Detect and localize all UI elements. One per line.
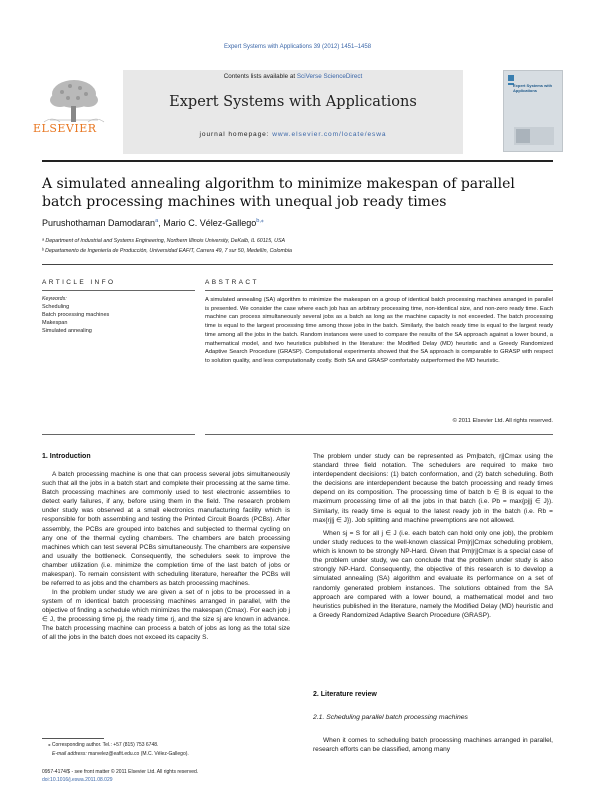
keyword: Simulated annealing <box>42 328 92 334</box>
introduction-heading: 1. Introduction <box>42 453 91 460</box>
email-note <box>52 751 189 757</box>
author-name: Mario C. Vélez-Gallego <box>163 218 257 228</box>
corresponding-author-note: ⁎ Corresponding author. Tel.: +57 (815) 753 6748. <box>48 742 159 748</box>
body-paragraph: When sj = S for all j ∈ J (i.e. each batch can hold only one job), the problem under study reduces to the well-known classical Pm|rj|Cmax scheduling problem, which is known to be strongly NP-Hard. Given that Pm|rj|Cmax is a special case of the problem under study, we can conclude that the problem under study is also strongly NP-Hard. Consequently, the objective of this research is to develop a simulated annealing (SA) algorithm and evaluate its performance on a set of randomly generated problem instances. The solutions obtained from the SA approach are compared with a lower bound, a mathematical model and two heuristics published in the literature, namely the Modified Delay (MD) heuristic and a Greedy Randomized Adaptive Search Procedure (GRASP). <box>313 530 553 619</box>
affiliation-marker[interactable]: b,⁎ <box>256 218 264 224</box>
affiliation-marker[interactable]: a <box>155 218 159 224</box>
journal-homepage <box>123 131 463 138</box>
keywords-label: Keywords: <box>42 296 67 302</box>
article-title: A simulated annealing algorithm to minimize makespan of parallel batch processing machines with unequal job ready times <box>42 176 515 210</box>
doi-link[interactable]: doi:10.1016/j.eswa.2011.08.029 <box>42 777 113 783</box>
info-rule <box>42 290 195 291</box>
keyword: Makespan <box>42 320 68 326</box>
body-paragraph: The problem under study can be represented as Pm|batch, rj|Cmax using the standard three field notation. The schedulers are required to make two interdependent decisions: (1) batch conformation, and (2) batch scheduling. Both the decisions are interdependent because the batch processing and ready times depend on its composition. The processing time of batch b ∈ B is equal to the maximum processing time of all the jobs in that batch (i.e. Pb = max{pj|j ∈ J}). Similarly, its ready time is equal to the latest ready job in the batch (i.e. Rb = max{rj|j ∈ J}). Job splitting and machine preemptions are not allowed. <box>313 453 553 524</box>
abstract-heading: ABSTRACT <box>205 279 259 286</box>
body-paragraph: In the problem under study we are given a set of n jobs to be processed in a system of m identical batch processing machines arranged in parallel, with the objective of finding a schedule which minimizes the makespan (Cmax). For each job j ∈ J, the processing time pj, the ready time rj, and the size sj are known in advance. The batch processing machine can process a batch of jobs as long as the total size of all the jobs in the batch does not exceed its capacity S. <box>42 589 290 642</box>
journal-header-panel <box>123 70 463 154</box>
body-paragraph: A batch processing machine is one that can process several jobs simultaneously such that all the jobs in a batch start and complete their processing at the same time. Batch processing machines are commonly used to test electronic assemblies to detect early failures, if any, before using them in the field. The research problem under study was observed at a small electronics manufacturing facility which is responsible for both assembling and testing the Printed Circuit Boards (PCBs). After assembly, the PCBs are grouped into batches and subjected to thermal cycling on any one of the thermal cycling chambers. The chambers are batch processing machines which can test several PCBs simultaneously. The chambers are expensive and usually the bottleneck. Consequently, the schedulers seek to improve the chamber utilization (i.e. minimize the completion time of the last batch of jobs or makespan). To remain consistent with scheduling literature, hereafter the PCBs will be referred to as jobs and the chambers as batch processing machines. <box>42 471 290 588</box>
body-paragraph: When it comes to scheduling batch processing machines arranged in parallel, research efforts can be classified, among many <box>313 737 553 754</box>
header-rule <box>42 160 553 162</box>
author-name: Purushothaman Damodaran <box>42 218 156 228</box>
affiliation-b: ᵇ Departamento de Ingeniería de Producción, Universidad EAFIT, Carrera 49, 7 sur 50, Medellín, Colombia <box>42 248 292 254</box>
info-rule-bottom <box>42 434 195 435</box>
article-info-heading: ARTICLE INFO <box>42 279 116 286</box>
journal-title: Expert Systems with Applications <box>169 94 417 110</box>
sciencedirect-link[interactable]: SciVerse ScienceDirect <box>296 73 363 80</box>
issn-line: 0957-4174/$ - see front matter © 2011 Elsevier Ltd. All rights reserved. <box>42 769 199 775</box>
elsevier-tree-logo <box>30 72 120 154</box>
contents-availability <box>123 73 463 80</box>
publisher-wordmark: ELSEVIER <box>33 122 97 135</box>
contents-prefix: Contents lists available at <box>223 73 297 80</box>
cover-title: Expert Systems with Applications <box>513 83 553 93</box>
abstract-rule <box>205 290 553 291</box>
keyword: Batch processing machines <box>42 312 110 318</box>
affiliation-a: ᵃ Department of Industrial and Systems Engineering, Northern Illinois University, DeKalb, IL 60115, USA <box>42 238 286 244</box>
author-separator: , <box>158 218 164 228</box>
subsection-heading: 2.1. Scheduling parallel batch processing machines <box>313 714 468 721</box>
homepage-link[interactable]: www.elsevier.com/locate/eswa <box>272 131 387 138</box>
homepage-prefix: journal homepage: <box>199 131 273 138</box>
literature-review-heading: 2. Literature review <box>313 691 377 698</box>
keyword: Scheduling <box>42 304 70 310</box>
section-rule <box>42 264 553 265</box>
abstract-rule-bottom <box>205 434 553 435</box>
abstract-text: A simulated annealing (SA) algorithm to minimize the makespan on a group of identical batch processing machines arranged in parallel is presented. We consider the case where each job has an arbitrary processing time, non-identical size, and non-zero ready time. Each machine can process simultaneously several jobs as a batch as long as the machine capacity is not exceeded. The batch processing time is equal to the largest processing time among those jobs in the batch. Similarly, the batch ready time is equal to the largest ready time among all the jobs in the batch. Random instances were used to compare the results of the SA approach against a lower bound, a mathematical model, and two heuristics published in the literature: the Modified Delay (MD) heuristic and a Greedy Randomized Adaptive Search Procedure (GRASP). Computational experiments showed that the SA approach is comparable to GRASP with respect to solution quality, and less computationally costly. Both SA and GRASP comfortably outperformed the MD heuristic. <box>205 297 553 364</box>
email-address[interactable]: marvelez@eafit.edu.co (M.C. Vélez-Gallego). <box>86 751 189 757</box>
email-label: E-mail address: <box>52 751 87 757</box>
copyright-notice: © 2011 Elsevier Ltd. All rights reserved. <box>452 418 553 424</box>
journal-reference[interactable]: Expert Systems with Applications 39 (2012) 1451–1458 <box>223 44 372 50</box>
author-list <box>42 218 264 228</box>
footnote-rule <box>42 738 104 739</box>
